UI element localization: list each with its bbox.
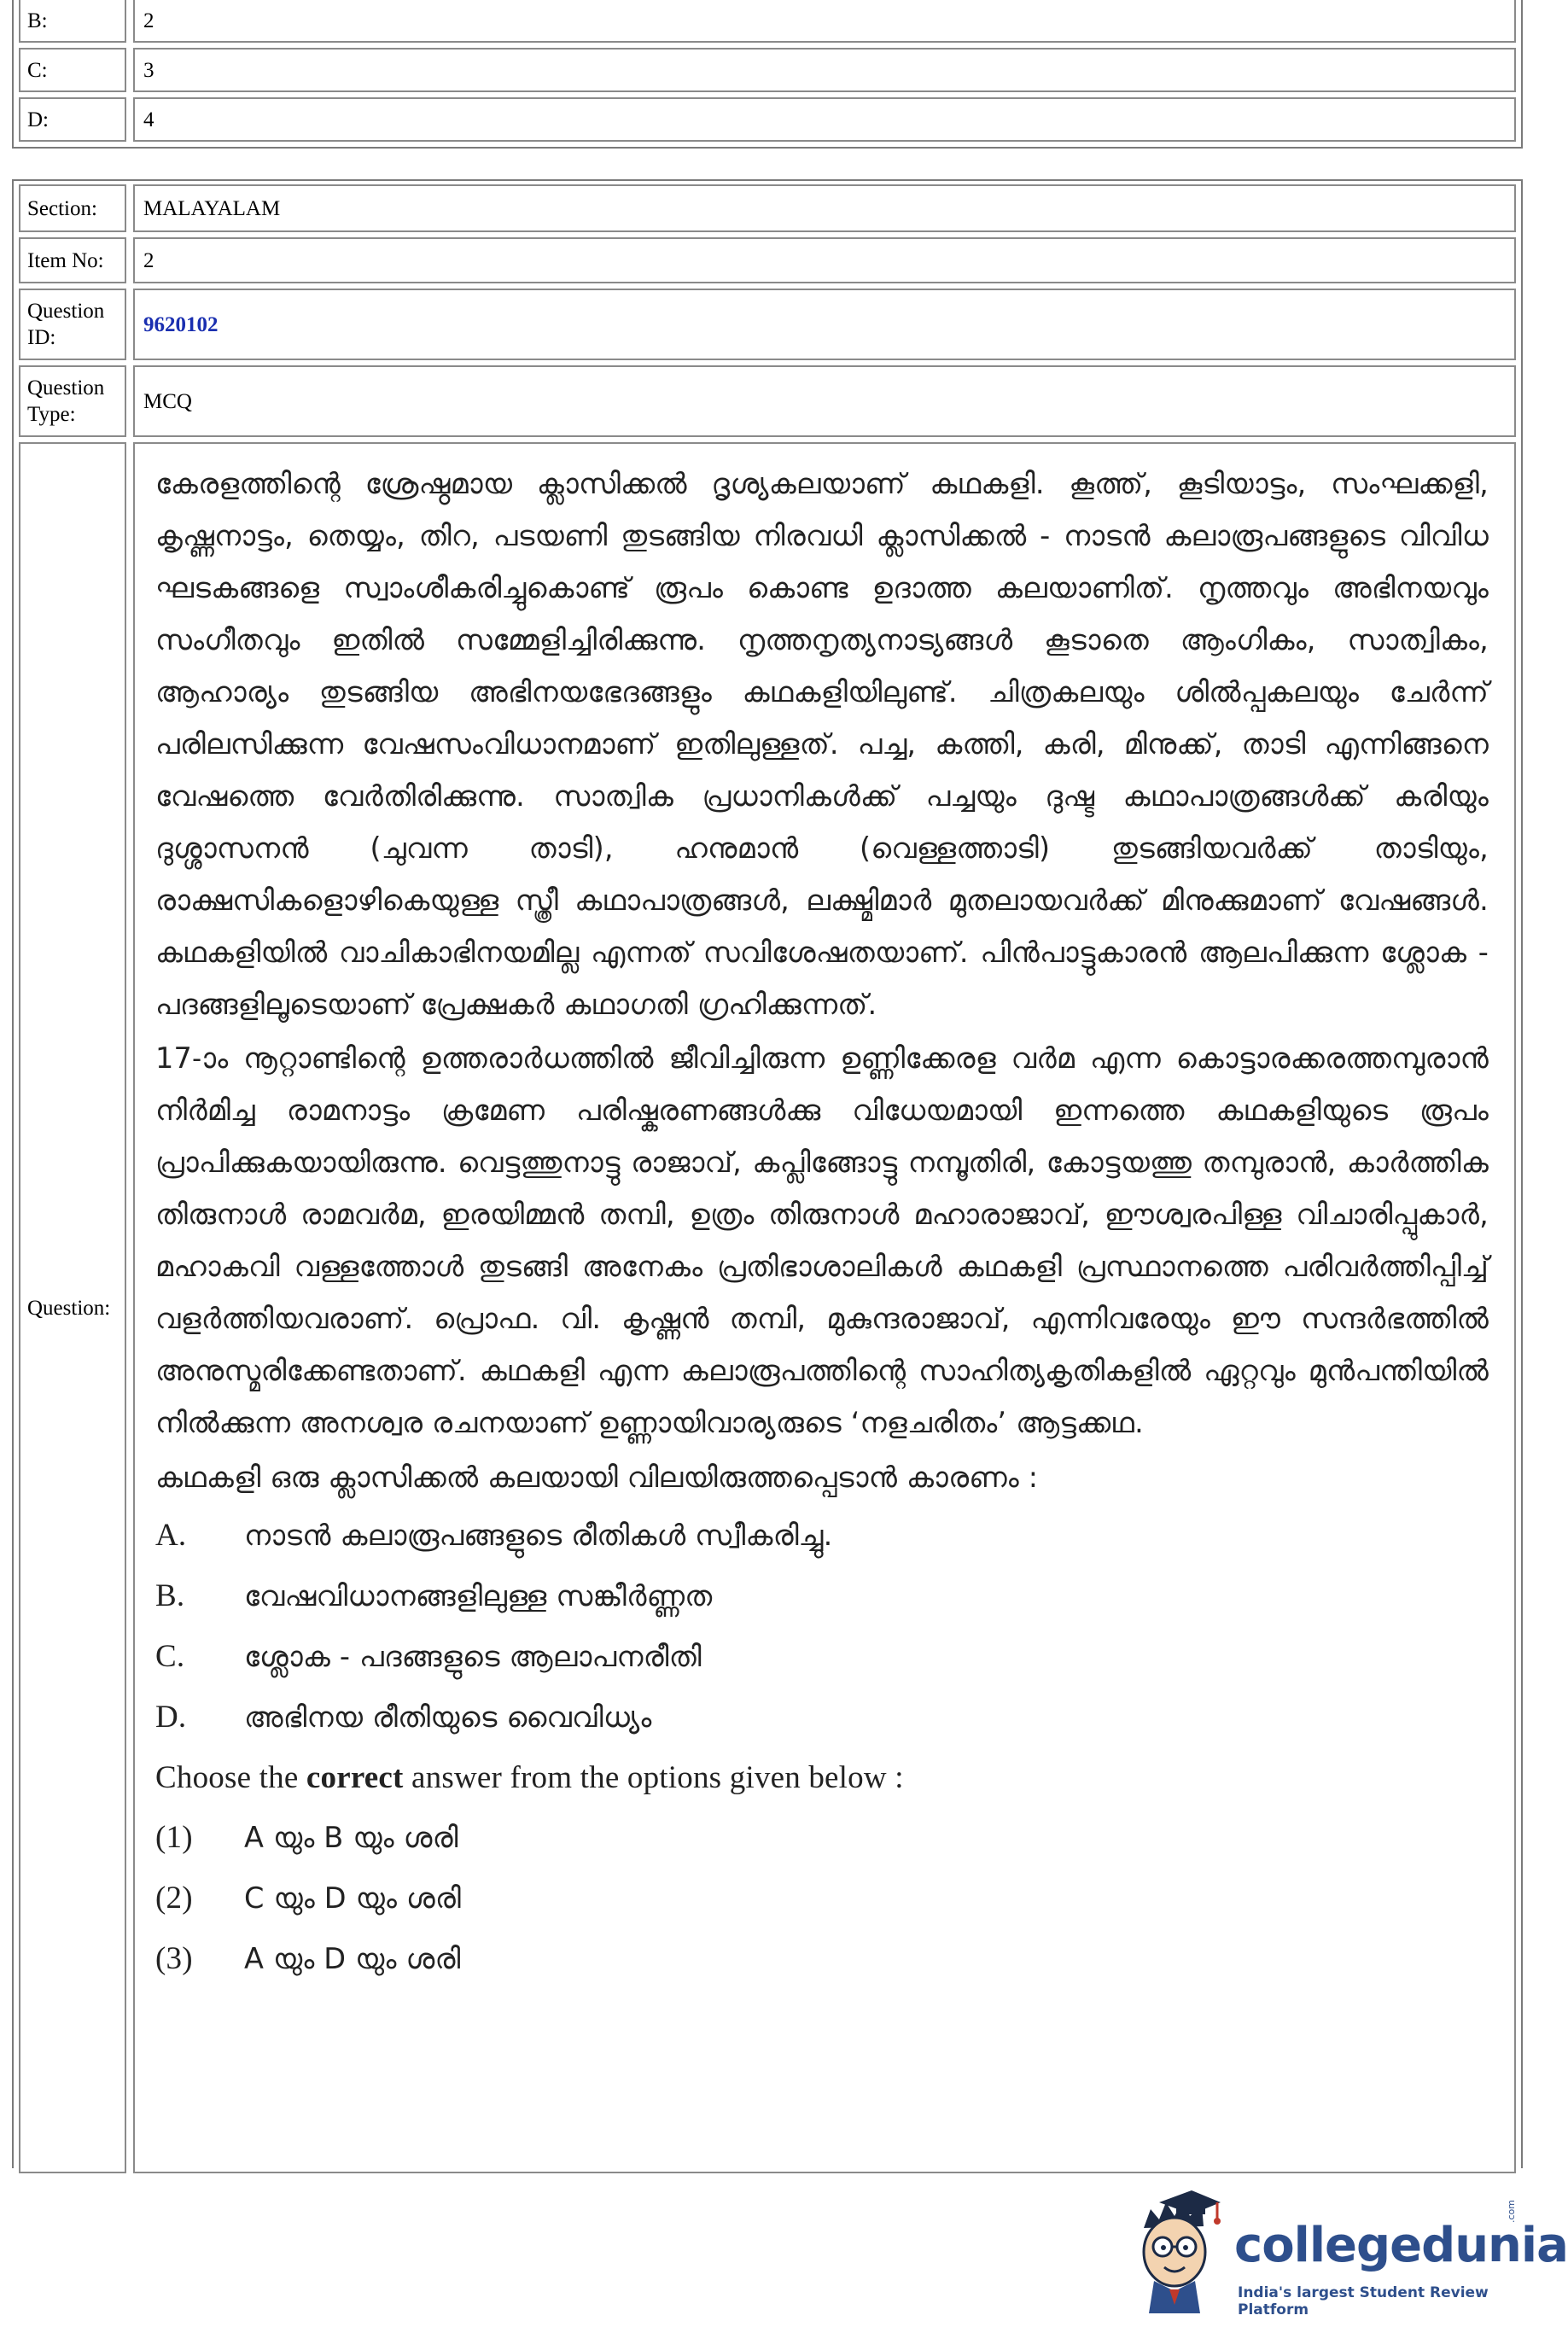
mascot-icon <box>1125 2185 1227 2313</box>
passage-paragraph-1: കേരളത്തിന്റെ ശ്രേഷ്ഠമായ ക്ലാസിക്കൽ ദൃശ്യകലയാണ് കഥകളി. കൂത്ത്, കൂടിയാട്ടം, സംഘക്കളി, കൃഷ്ണനാട്ടം, തെയ്യം, തിറ, പടയണി തുടങ്ങിയ നിരവധി ക്ലാസിക്കൽ - നാടൻ കലാരൂപങ്ങളുടെ വിവിധ ഘടകങ്ങളെ സ്വാംശീകരിച്ചുകൊണ്ട് രൂപം കൊണ്ട ഉദാത്ത കലയാണിത്. നൃത്തവും അഭിനയവും സംഗീതവും ഇതിൽ സമ്മേളിച്ചിരിക്കുന്നു. നൃത്തനൃത്യനാട്യങ്ങൾ കൂടാതെ ആംഗികം, സാത്വികം, ആഹാര്യം തുടങ്ങിയ അഭിനയഭേദങ്ങളും കഥകളിയിലുണ്ട്. ചിത്രകലയും ശിൽപ്പകലയും ചേർന്ന് പരിലസിക്കുന്ന വേഷസംവിധാനമാണ് ഇതിലുള്ളത്. പച്ച, കത്തി, കരി, മിനുക്ക്, താടി എന്നിങ്ങനെ വേഷത്തെ വേർതിരിക്കുന്നു. സാത്വിക പ്രധാനികൾക്ക് പച്ചയും ദുഷ്ട കഥാപാത്രങ്ങൾക്ക് കരിയും ദുശ്ശാസനൻ (ചുവന്ന താടി), ഹനുമാൻ (വെള്ളത്താടി) തുടങ്ങിയവർക്ക് താടിയും, രാക്ഷസികളൊഴികെയുള്ള സ്ത്രീ കഥാപാത്രങ്ങൾ, ലക്ഷ്മിമാർ മുതലായവർക്ക് മിനുക്കുമാണ് വേഷങ്ങൾ. കഥകളിയിൽ വാചികാഭിനയമില്ല എന്നത് സവിശേഷതയാണ്. പിൻപാട്ടുകാരൻ ആലപിക്കുന്ന ശ്ലോക - പദങ്ങളിലൂടെയാണ് പ്രേക്ഷകർ കഥാഗതി ഗ്രഹിക്കുന്നത്. <box>155 467 1489 1021</box>
question-type-label: Question Type: <box>19 365 126 437</box>
statement-b <box>155 1566 1489 1626</box>
statement-text: അഭിനയ രീതിയുടെ വൈവിധ്യം <box>244 1700 652 1734</box>
answer-option-1[interactable] <box>155 1807 1489 1868</box>
statement-key: D. <box>155 1700 187 1735</box>
statement-text: വേഷവിധാനങ്ങളിലുള്ള സങ്കീർണ്ണത <box>244 1579 713 1613</box>
question-id-label: Question ID: <box>19 289 126 360</box>
section-value: MALAYALAM <box>133 184 1516 232</box>
statement-text: നാടൻ കലാരൂപങ്ങളുടെ രീതികൾ സ്വീകരിച്ചു. <box>244 1519 833 1552</box>
choose-pre: Choose the <box>155 1759 306 1795</box>
section-label: Section: <box>19 184 126 232</box>
choose-instruction <box>155 1747 1489 1807</box>
answer-text: C യും D യും ശരി <box>244 1881 462 1915</box>
collegedunia-logo <box>1125 2185 1568 2318</box>
option-label: D: <box>19 97 126 142</box>
question-table <box>12 179 1523 2168</box>
statement-key: A. <box>155 1518 187 1553</box>
answer-text: A യും D യും ശരി <box>244 1942 461 1975</box>
answer-option-2[interactable] <box>155 1868 1489 1928</box>
option-value: 3 <box>133 48 1516 92</box>
statement-c <box>155 1626 1489 1687</box>
option-row-c <box>14 44 1521 96</box>
option-value: 2 <box>133 0 1516 43</box>
question-row <box>14 439 1521 2180</box>
question-id-value: 9620102 <box>133 289 1516 360</box>
option-row-d <box>14 94 1521 145</box>
answer-key: (1) <box>155 1820 193 1855</box>
logo-wordmark: collegedunia <box>1234 2218 1568 2273</box>
answer-text: A യും B യും ശരി <box>244 1821 458 1854</box>
choose-post: answer from the options given below : <box>403 1759 904 1795</box>
question-stem: കഥകളി ഒരു ക്ലാസിക്കൽ കലയായി വിലയിരുത്തപ്പെടാൻ കാരണം : <box>155 1460 1039 1494</box>
options-table <box>12 0 1523 149</box>
passage-paragraph-2: 17-ാം നൂറ്റാണ്ടിന്റെ ഉത്തരാർധത്തിൽ ജീവിച്ചിരുന്ന ഉണ്ണിക്കേരള വർമ എന്ന കൊട്ടാരക്കരത്തമ്പുരാൻ നിർമിച്ച രാമനാട്ടം ക്രമേണ പരിഷ്കരണങ്ങൾക്കു വിധേയമായി ഇന്നത്തെ കഥകളിയുടെ രൂപം പ്രാപിക്കുകയായിരുന്നു. വെട്ടത്തുനാട്ടു രാജാവ്, കപ്ലിങ്ങോട്ടു നമ്പൂതിരി, കോട്ടയത്തു തമ്പുരാൻ, കാർത്തിക തിരുനാൾ രാമവർമ, ഇരയിമ്മൻ തമ്പി, ഉത്രം തിരുനാൾ മഹാരാജാവ്, ഈശ്വരപിള്ള വിചാരിപ്പുകാർ, മഹാകവി വള്ളത്തോൾ തുടങ്ങി അനേകം പ്രതിഭാശാലികൾ കഥകളി പ്രസ്ഥാനത്തെ പരിവർത്തിപ്പിച്ച് വളർത്തിയവരാണ്. പ്രൊഫ. വി. കൃഷ്ണൻ തമ്പി, മുകുന്ദരാജാവ്, എന്നിവരേയും ഈ സന്ദർഭത്തിൽ അനുസ്മരിക്കേണ്ടതാണ്. കഥകളി എന്ന കലാരൂപത്തിന്റെ സാഹിത്യകൃതികളിൽ ഏറ്റവും മുൻപന്തിയിൽ നിൽക്കുന്ന അനശ്വര രചനയാണ് ഉണ്ണായിവാര്യരുടെ ‘നളചരിതം’ ആട്ടക്കഥ. <box>155 1041 1489 1439</box>
question-body <box>133 442 1516 2173</box>
statement-d <box>155 1687 1489 1747</box>
logo-tagline: India's largest Student Review Platform <box>1238 2284 1489 2318</box>
question-type-value: MCQ <box>133 365 1516 437</box>
question-id-row <box>14 285 1521 364</box>
answer-key: (2) <box>155 1881 193 1916</box>
option-label: C: <box>19 48 126 92</box>
question-label: Question: <box>19 442 126 2173</box>
question-text <box>155 458 1489 1989</box>
option-value: 4 <box>133 97 1516 142</box>
item-value: 2 <box>133 237 1516 283</box>
item-label: Item No: <box>19 237 126 283</box>
question-type-row <box>14 362 1521 440</box>
item-row <box>14 234 1521 287</box>
logo-com: .com <box>1506 2200 1517 2223</box>
option-label: B: <box>19 0 126 43</box>
statement-key: C. <box>155 1639 185 1674</box>
answer-key: (3) <box>155 1941 193 1976</box>
section-row <box>14 181 1521 236</box>
statement-text: ശ്ലോക - പദങ്ങളുടെ ആലാപനരീതി <box>244 1640 702 1673</box>
answer-option-3[interactable] <box>155 1928 1489 1989</box>
statement-key: B. <box>155 1578 185 1613</box>
statement-a <box>155 1505 1489 1566</box>
choose-bold: correct <box>306 1759 404 1795</box>
option-row-b <box>14 0 1521 46</box>
